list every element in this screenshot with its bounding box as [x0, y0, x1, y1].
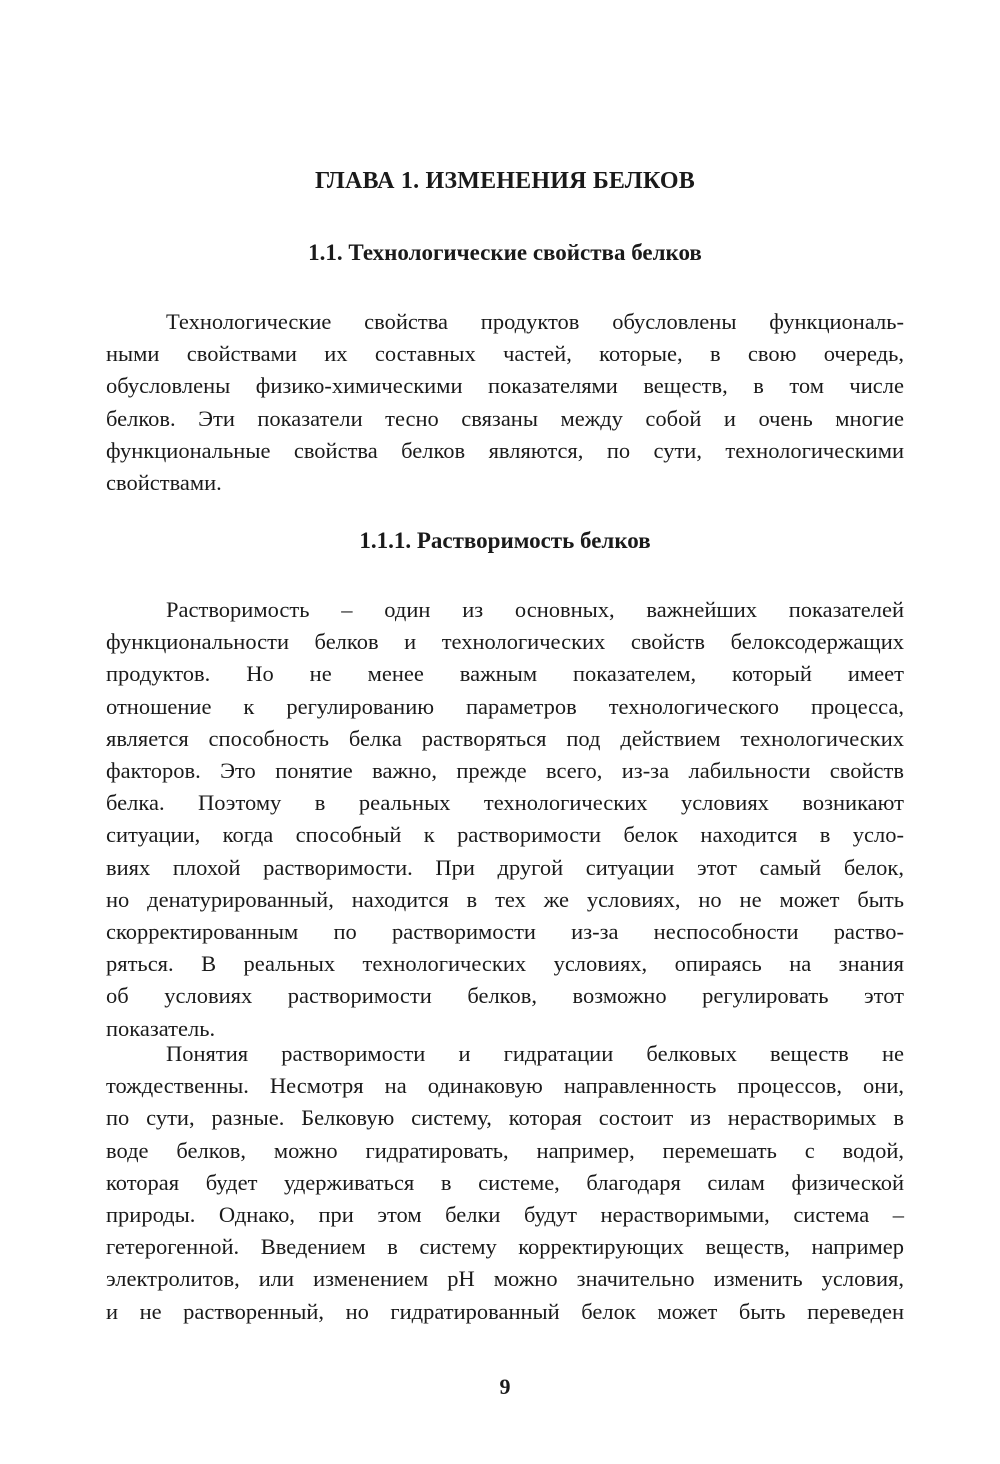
paragraph-line: является способность белка растворяться под действием технологических	[106, 725, 904, 751]
paragraph-hydration	[106, 1038, 904, 1328]
paragraph-line: факторов. Это понятие важно, прежде всего, из-за лабильности свойств	[106, 758, 904, 784]
paragraph-line: отношение к регулированию параметров технологического процесса,	[106, 693, 904, 719]
paragraph-line: функциональности белков и технологических свойств белоксодержащих	[106, 629, 904, 655]
paragraph-line: свойствами.	[106, 470, 222, 496]
paragraph-line: ситуации, когда способный к растворимости белок находится в усло-	[106, 822, 904, 848]
paragraph-line: но денатурированный, находится в тех же условиях, но не может быть	[106, 886, 904, 912]
document-page	[106, 0, 904, 1464]
paragraph-line: белков. Эти показатели тесно связаны между собой и очень многие	[106, 405, 904, 431]
paragraph-line: виях плохой растворимости. При другой ситуации этот самый белок,	[106, 854, 904, 880]
paragraph-line: природы. Однако, при этом белки будут нерастворимыми, система –	[106, 1202, 904, 1228]
paragraph-line: и не растворенный, но гидратированный белок может быть переведен	[106, 1298, 904, 1324]
paragraph-line: Понятия растворимости и гидратации белковых веществ не	[166, 1041, 904, 1066]
paragraph-line: показатель.	[106, 1015, 216, 1041]
paragraph-solubility	[106, 594, 904, 1045]
paragraph-line: продуктов. Но не менее важным показателем, который имеет	[106, 661, 904, 687]
subsection-title: 1.1.1. Растворимость белков	[359, 528, 651, 553]
section-title: 1.1. Технологические свойства белков	[308, 240, 702, 265]
paragraph-line: которая будет удерживаться в системе, благодаря силам физической	[106, 1169, 904, 1195]
paragraph-technological-properties	[106, 306, 904, 499]
paragraph-line: ными свойствами их составных частей, которые, в свою очередь,	[106, 341, 904, 367]
paragraph-line: воде белков, можно гидратировать, например, перемешать с водой,	[106, 1137, 904, 1163]
paragraph-line: белка. Поэтому в реальных технологических условиях возникают	[106, 790, 904, 816]
paragraph-line: обусловлены физико-химическими показателями веществ, в том числе	[106, 373, 904, 399]
page-number: 9	[499, 1374, 511, 1399]
paragraph-line: гетерогенной. Введением в систему корректирующих веществ, например	[106, 1234, 904, 1260]
paragraph-line: Технологические свойства продуктов обусловлены функциональ-	[166, 309, 904, 334]
paragraph-line: по сути, разные. Белковую систему, которая состоит из нерастворимых в	[106, 1105, 904, 1131]
chapter-title: ГЛАВА 1. ИЗМЕНЕНИЯ БЕЛКОВ	[315, 168, 695, 194]
paragraph-line: ряться. В реальных технологических условиях, опираясь на знания	[106, 951, 904, 977]
paragraph-line: Растворимость – один из основных, важнейших показателей	[166, 597, 904, 622]
paragraph-line: электролитов, или изменением pH можно значительно изменить условия,	[106, 1266, 904, 1292]
paragraph-line: об условиях растворимости белков, возможно регулировать этот	[106, 983, 904, 1009]
paragraph-line: скорректированным по растворимости из-за неспособности раство-	[106, 919, 904, 945]
paragraph-line: тождественны. Несмотря на одинаковую направленность процессов, они,	[106, 1073, 904, 1099]
paragraph-line: функциональные свойства белков являются, по сути, технологическими	[106, 437, 904, 463]
